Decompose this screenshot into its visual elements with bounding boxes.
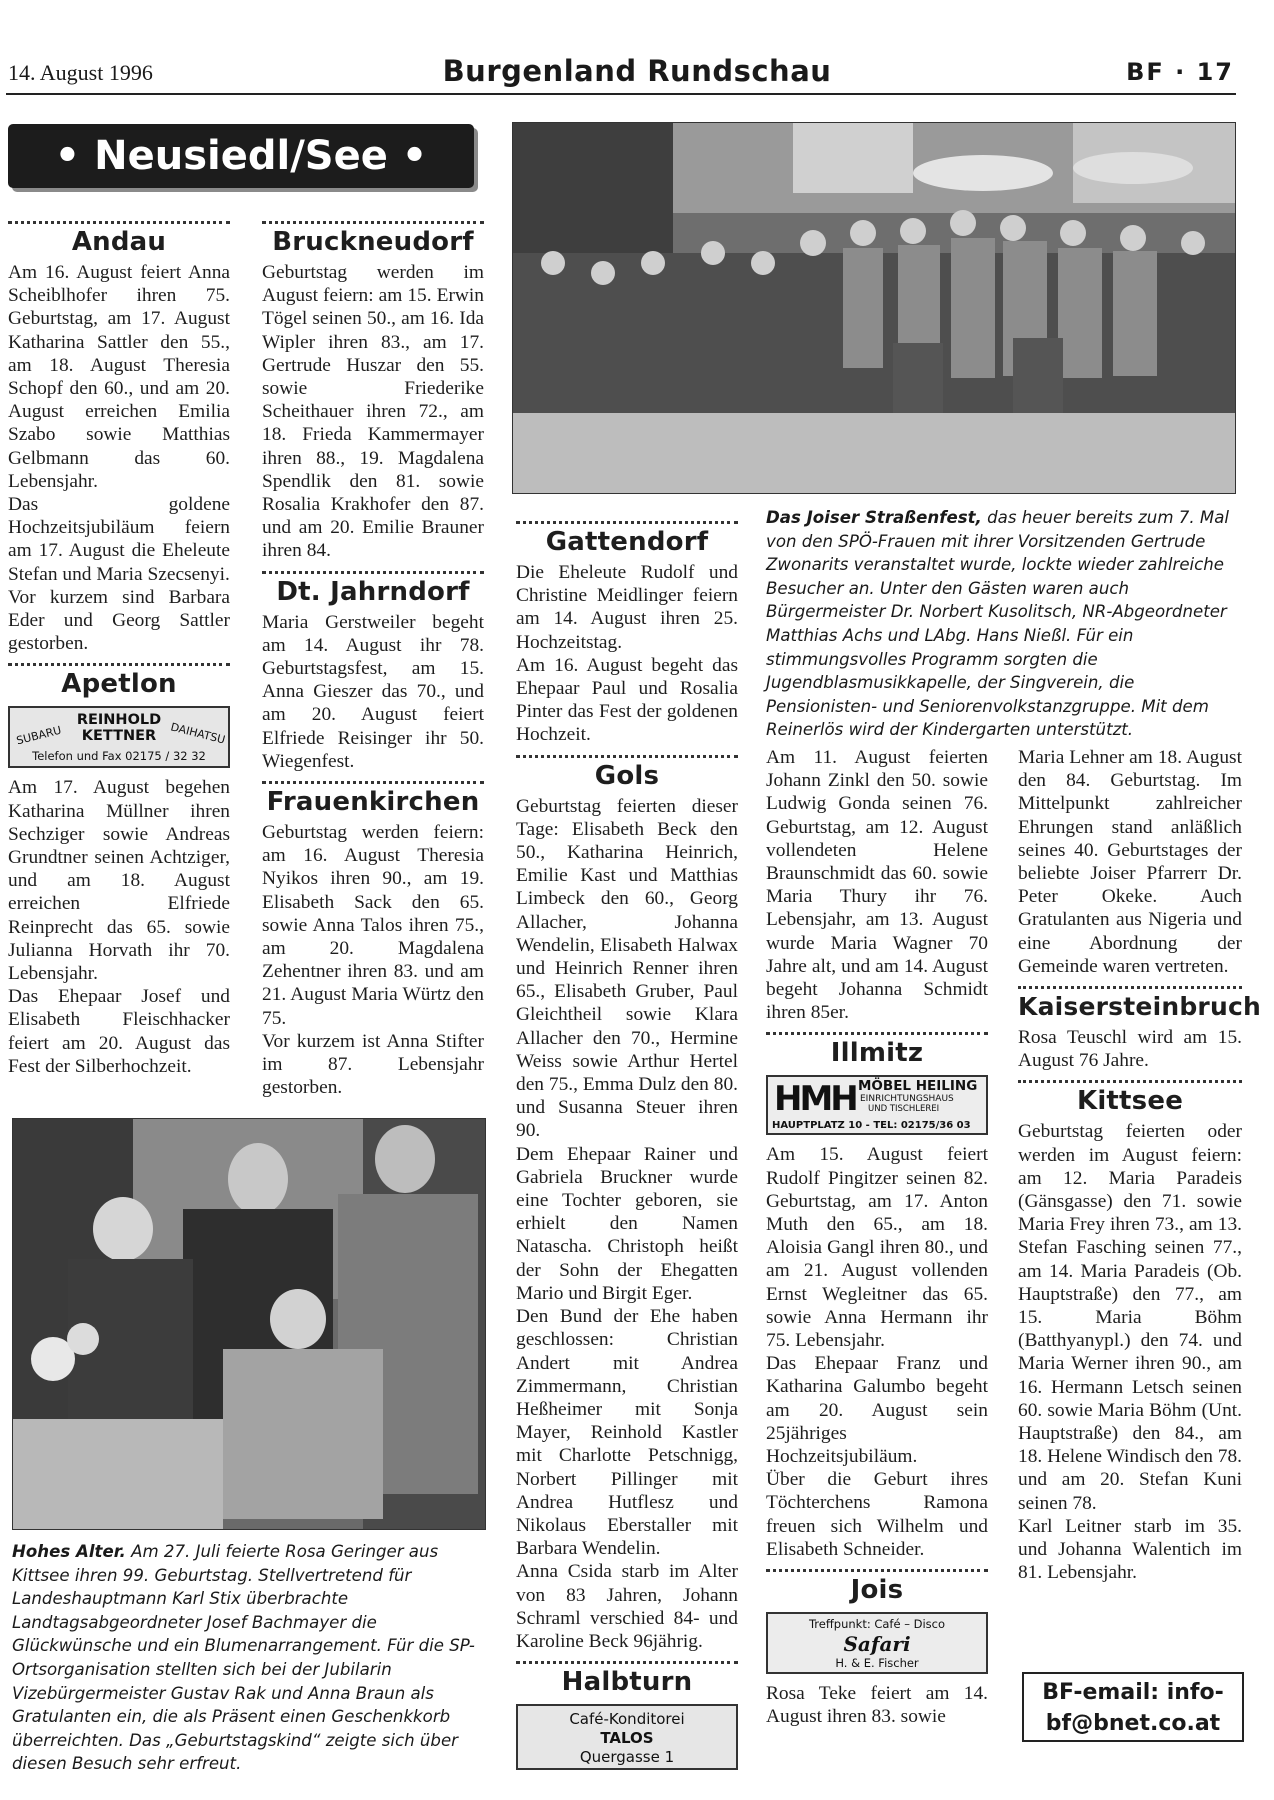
dotted-separator [516, 755, 738, 758]
illmitz-paragraph: Das Ehepaar Franz und Katharina Galumbo begeht am 20. August sein 25jähriges Hochzeitsjubiläum. [766, 1353, 988, 1468]
photo-street-festival [512, 122, 1236, 494]
heading-kaisersteinbruch: Kaisersteinbruch [1018, 992, 1261, 1022]
photo-street-festival-image [513, 123, 1236, 494]
kaisersteinbruch-paragraph: Rosa Teuschl wird am 15. August 76 Jahre. [1018, 1027, 1242, 1072]
dotted-separator [262, 571, 484, 574]
dotted-separator [1018, 1080, 1242, 1083]
gols-paragraph: Dem Ehepaar Rainer und Gabriela Bruckner wurde eine Tochter geboren, sie erhielt den Namen Natascha. Christoph heißt der Sohn der Ehegatten Mario und Birgit Eger. [516, 1143, 738, 1304]
heading-kittsee: Kittsee [1076, 1086, 1184, 1117]
ad-logo-safari: Safari [843, 1632, 911, 1657]
dotted-separator [766, 1569, 988, 1572]
ad-cafe-safari [766, 1612, 988, 1674]
gols-paragraph: Geburtstag feierten dieser Tage: Elisabeth Beck den 50., Katharina Heinrich, Emilie Kast und Matthias Limbeck den 60., Georg Allacher, Johanna Wendelin, Elisabeth Halwax und Heinrich Renner ihren 65., Elisabeth Gruber, Paul Gleichtheil sowie Klara Allacher den 70., Hermine Weiss sowie Arthur Hertel den 75., Emma Dulz den 80. und Susanna Steuer ihren 90. [516, 795, 738, 1142]
bruckneudorf-paragraph: Geburtstag werden im August feiern: am 15. Erwin Tögel seinen 50., am 16. Ida Wipler ihren 83., am 17. Gertrude Huszar den 55. sowie Friederike Scheithauer ihren 72., am 18. Frieda Kammermayer ihren 88., 19. Magdalena Spendlik den 81. sowie Rosalia Krakhofer den 87. und am 20. Emilie Brauner ihren 84. [262, 262, 484, 562]
ad-logo: HMH [774, 1079, 856, 1120]
dotted-separator [766, 1032, 988, 1035]
caption-street-festival [766, 506, 1236, 742]
illmitz-paragraph: Über die Geburt ihres Töchterchens Ramona freuen sich Wilhelm und Elisabeth Schneider. [766, 1469, 988, 1560]
ad-brand-subaru: SUBARU [15, 724, 63, 748]
frauenkirchen-paragraph: Vor kurzem ist Anna Stifter im 87. Lebensjahr gestorben. [262, 1030, 484, 1099]
header-rule [6, 93, 1236, 95]
ad-line: Café-Konditorei [569, 1710, 685, 1729]
dotted-separator [516, 521, 738, 524]
caption-text: das heuer bereits zum 7. Mal von den SPÖ-Frauen mit ihrer Vorsitzenden Gertrude Zwonarits veranstaltet wurde, lockte wieder zahlreiche Besucher an. Unter den Gästen waren auch Bürgermeister Dr. Norbert Kusolitsch, NR-Abgeordneter Matthias Achs und LAbg. Hans Nießl. Für ein stimmungsvolles Programm sorgten die Jugendblasmusikkapelle, der Singverein, die Pensionisten- und Seniorenvolkstanzgruppe. Mit dem Reinerlös wird der Kindergarten unterstützt. [766, 508, 1229, 740]
ad-sub: EINRICHTUNGSHAUS [860, 1094, 954, 1105]
caption-lead: Hohes Alter. [12, 1542, 126, 1561]
dotted-separator [8, 663, 230, 666]
gattendorf-paragraph: Die Eheleute Rudolf und Christine Meidlinger feiern am 14. August ihren 25. Hochzeitstag. [516, 562, 738, 653]
caption-birthday-photo [12, 1540, 486, 1776]
caption-text: Am 27. Juli feierte Rosa Geringer aus Kittsee ihren 99. Geburtstag. Stellvertretend für Landeshauptmann Karl Stix überbrachte Landtagsabgeordneter Josef Bachmayer die Glückwünsche und ein Blumenarrangement. Für die SP-Ortsorganisation stellten sich bei der Jubilarin Vizebürgermeister Gustav Rak und Anna Braun als Gratulanten ein, die als Präsent einen Geschenkkorb überreichten. Das „Geburtstagskind“ zeigte sich über diesen Besuch sehr erfreut. [12, 1542, 475, 1774]
gattendorf-paragraph: Am 16. August begeht das Ehepaar Paul und Rosalia Pinter das Fest der goldenen Hochzeit. [516, 654, 738, 746]
dotted-separator [262, 221, 484, 224]
ad-moebel-heiling [766, 1075, 988, 1135]
photo-birthday-group-image [13, 1119, 486, 1530]
column-3 [516, 516, 738, 1778]
ad-line: Quergasse 1 [579, 1748, 675, 1767]
andau-paragraph: Das goldene Hochzeitsjubiläum feiern am 17. August die Eheleute Stefan und Maria Szecsenyi. [8, 494, 230, 585]
page-number: BF · 17 [1126, 58, 1234, 86]
heading-jois: Jois [850, 1575, 904, 1606]
issue-date: 14. August 1996 [8, 60, 153, 85]
ad-address: HAUPTPLATZ 10 - TEL: 02175/36 03 [772, 1120, 971, 1132]
ad-sub: UND TISCHLEREI [868, 1104, 940, 1115]
gols-paragraph: Anna Csida starb im Alter von 83 Jahren, Johann Schraml verschied 84- und Karoline Beck 96jährig. [516, 1561, 738, 1652]
heading-bruckneudorf: Bruckneudorf [272, 227, 474, 257]
column-4 [766, 746, 988, 1729]
column-1 [8, 216, 230, 1078]
email-line[interactable]: BF-email: info- [1042, 1680, 1224, 1705]
heading-andau: Andau [71, 227, 167, 257]
ad-cafe-talos [516, 1704, 738, 1770]
ad-line: Treffpunkt: Café – Disco [808, 1617, 946, 1632]
heading-dt-jahrndorf: Dt. Jahrndorf [276, 576, 470, 607]
heading-apetlon: Apetlon [61, 669, 177, 700]
dotted-separator [8, 221, 230, 224]
jahrndorf-paragraph: Maria Gerstweiler begeht am 14. August ihr 78. Geburtstagsfest, am 15. Anna Gieszer das 70., und am 20. August feiert Elfriede Reisinger ihr 50. Wiegenfest. [262, 611, 484, 772]
ad-contact: Telefon und Fax 02175 / 32 32 [32, 749, 206, 764]
caption-lead: Das Joiser Straßenfest, [766, 508, 982, 527]
apetlon-paragraph: Das Ehepaar Josef und Elisabeth Fleischhacker feiert am 20. August das Fest der Silberhochzeit. [8, 986, 230, 1077]
photo-birthday-group [12, 1118, 486, 1530]
gols-continued-paragraph: Am 11. August feierten Johann Zinkl den 50. sowie Ludwig Gonda seinen 76. Geburtstag, am 12. August vollendeten Helene Braunschmidt das 60. sowie Maria Thury ihr 76. Lebensjahr, am 13. August wurde Maria Wagner 70 Jahre alt, und am 14. August begeht Johanna Schmidt ihren 85er. [766, 747, 988, 1024]
ad-name-line1: REINHOLD [76, 712, 162, 729]
andau-paragraph: Vor kurzem sind Barbara Eder und Georg Sattler gestorben. [8, 586, 230, 655]
newspaper-title: Burgenland Rundschau [442, 54, 832, 88]
ad-name-line2: KETTNER [81, 728, 157, 745]
heading-gols: Gols [594, 760, 660, 791]
kittsee-paragraph: Karl Leitner starb im 35. und Johanna Walentich im 81. Lebensjahr. [1018, 1515, 1242, 1584]
ad-kettner [8, 706, 230, 768]
heading-illmitz: Illmitz [830, 1038, 924, 1069]
section-banner: • Neusiedl/See • [8, 124, 474, 188]
jois-paragraph: Rosa Teke feiert am 14. August ihren 83. sowie [766, 1683, 988, 1728]
column-5 [1018, 746, 1261, 1585]
ad-line: H. & E. Fischer [835, 1656, 919, 1671]
dotted-separator [262, 781, 484, 784]
gols-paragraph: Den Bund der Ehe haben geschlossen: Christian Andert mit Andrea Zimmermann, Christian Heßheimer mit Sonja Mayer, Reinhold Kastler mit Charlotte Petschnigg, Norbert Pillinger mit Andrea Hutflesz und Nikolaus Eberstaller mit Barbara Wendelin. [516, 1306, 738, 1560]
heading-halbturn: Halbturn [561, 1667, 693, 1698]
ad-name: MÖBEL HEILING [858, 1078, 978, 1095]
dotted-separator [1018, 986, 1242, 989]
andau-paragraph: Am 16. August feiert Anna Scheiblhofer ihren 75. Geburtstag, am 17. August Katharina Sattler den 55., am 18. August Theresia Schopf den 60., und am 20. August erreichen Emilia Szabo sowie Matthias Gelbmann das 60. Lebensjahr. [8, 262, 230, 492]
heading-gattendorf: Gattendorf [545, 527, 709, 557]
illmitz-paragraph: Am 15. August feiert Rudolf Pingitzer seinen 82. Geburtstag, am 17. Anton Muth den 65., am 18. Aloisia Gangl ihren 80., und am 21. August vollenden Ernst Wegleitner das 65. sowie Anna Hermann ihr 75. Lebensjahr. [766, 1144, 988, 1352]
ad-line: TALOS [600, 1729, 654, 1748]
heading-frauenkirchen: Frauenkirchen [266, 787, 480, 818]
ad-brand-daihatsu: DAIHATSU [169, 720, 227, 748]
frauenkirchen-paragraph: Geburtstag werden feiern: am 16. August Theresia Nyikos ihren 90., am 19. Elisabeth Sack den 65. sowie Anna Talos ihren 75., am 20. Magdalena Zehentner ihren 83. und am 21. August Maria Würtz den 75. [262, 822, 484, 1029]
kittsee-paragraph: Geburtstag feierten oder werden im August feiern: am 12. Maria Paradeis (Gänsgasse) den 71. sowie Maria Frey ihren 73., am 13. Stefan Fasching seinen 77., am 14. Maria Paradeis (Ob. Hauptstraße) den 77., am 15. Maria Böhm (Batthyanypl.) den 74. und Maria Werner ihren 90., am 16. Hermann Letsch seinen 60. sowie Maria Böhm (Unt. Hauptstraße) den 84., am 18. Helene Windisch den 78. und am 20. Stefan Kuni seinen 78. [1018, 1121, 1242, 1514]
email-line[interactable]: bf@bnet.co.at [1045, 1711, 1221, 1736]
column-2 [262, 216, 484, 1100]
email-box [1022, 1672, 1244, 1742]
jois-continued-paragraph: Maria Lehner am 18. August den 84. Geburtstag. Im Mittelpunkt zahlreicher Ehrungen stand anläßlich seines 40. Geburtstages der beliebte Joiser Pfarrerr Dr. Peter Okeke. Auch Gratulanten aus Nigeria und eine Abordnung der Gemeinde waren vertreten. [1018, 747, 1242, 977]
dotted-separator [516, 1661, 738, 1664]
apetlon-paragraph: Am 17. August begehen Katharina Müllner ihren Sechziger sowie Andreas Grundtner seinen Achtziger, und am 18. August erreichen Elfriede Reinprecht das 65. sowie Julianna Horvath ihr 70. Lebensjahr. [8, 777, 230, 985]
